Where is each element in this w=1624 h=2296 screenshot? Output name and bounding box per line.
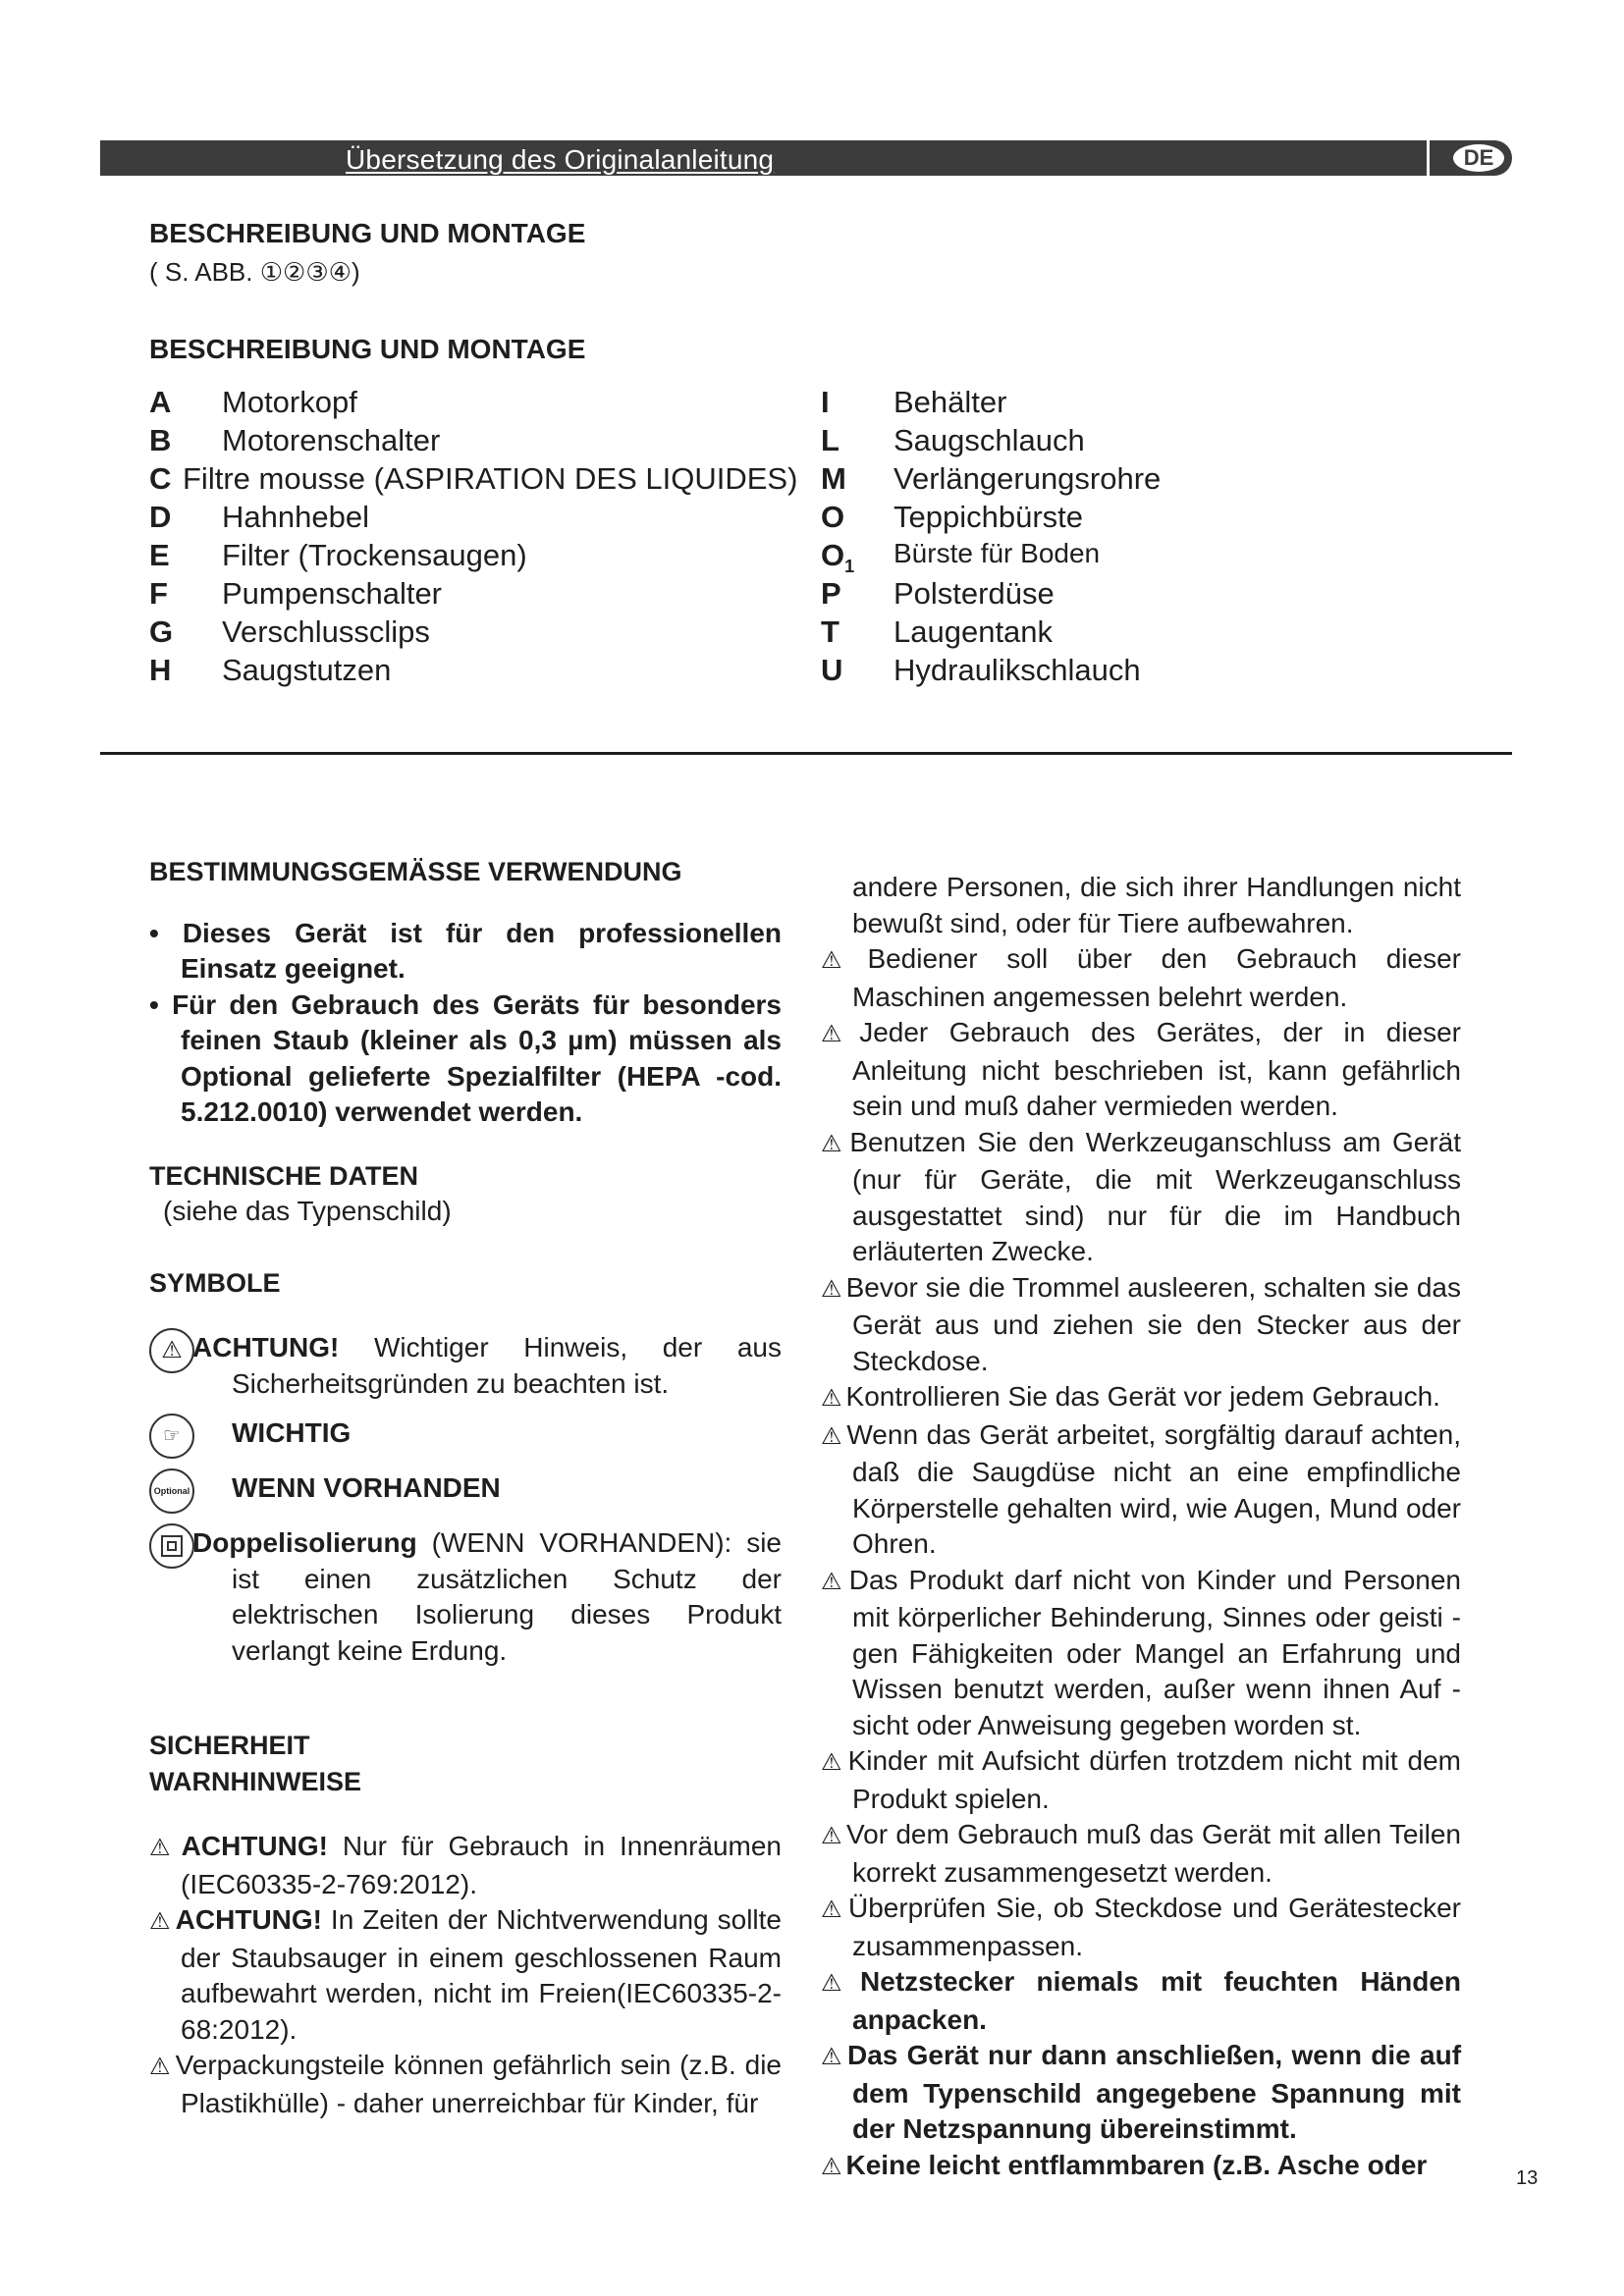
warning-item: ⚠ Jeder Gebrauch des Gerätes, der in dieser Anleitung nicht beschrieben ist, kann gefährlich sein und muß daher vermieden werden. xyxy=(821,1017,1462,1121)
warning-item: ⚠ Das Gerät nur dann anschließen, wenn die auf dem Typenschild angegebene Spannung mit der Netzspannung übereinstimmt. xyxy=(821,2040,1462,2144)
section-subtitle-figures: ( S. ABB. ①②③④) xyxy=(149,257,360,287)
pointing-hand-icon: ☞ xyxy=(149,1414,194,1459)
warning-icon: ⚠ xyxy=(821,1130,846,1157)
warning-item: ⚠ Bediener soll über den Gebrauch dieser Maschinen angemessen belehrt werden. xyxy=(821,943,1461,1012)
part-item: $O_1$ Bürste für Boden xyxy=(821,538,1101,577)
part-item: T Laugentank xyxy=(821,614,1054,649)
warning-item: ⚠ Netzstecker niemals mit feuchten Händen anpacken. xyxy=(821,1966,1461,2035)
warning-icon: ⚠ xyxy=(821,1275,842,1303)
part-item: P Polsterdüse xyxy=(821,576,1055,611)
symbol-important: ☞ WICHTIG xyxy=(149,1415,782,1453)
part-item: H Saugstutzen xyxy=(149,653,392,687)
symbols-title: SYMBOLE xyxy=(149,1267,281,1298)
warnings-title: WARNHINWEISE xyxy=(149,1766,361,1796)
warning-item: ⚠ Kinder mit Aufsicht dürfen trotzdem nicht mit dem Produkt spielen. xyxy=(821,1745,1461,1814)
symbol-double-insulation: Doppelisolierung (WENN VORHANDEN): sie ist einen zusätzlichen Schutz der elektrischen Isolierung dieses Produkt verlangt keine Erdung. xyxy=(149,1525,782,1669)
warning-item: ⚠ Das Produkt darf nicht von Kinder und Personen mit körperlicher Behinderung, Sinnes oder geisti - gen Fähigkeiten oder Mangel an Erfahrung und Wissen benutzt werden, außer wenn ihnen Auf - sicht oder Anweisung gegeben worden st. xyxy=(821,1564,1462,1740)
warning-item: ⚠ ACHTUNG! In Zeiten der Nichtverwendung sollte der Staubsauger in einem geschlossenen Raum aufbewahrt werden, nicht im Freien(IEC60335-2-68:2012). xyxy=(149,1904,782,2045)
left-column xyxy=(149,854,782,2121)
warning-item: ⚠ Vor dem Gebrauch muß das Gerät mit allen Teilen korrekt zusammengesetzt werden. xyxy=(821,1819,1461,1888)
symbol-warning: ⚠ ACHTUNG! Wichtiger Hinweis, der aus Sicherheitsgründen zu beachten ist. xyxy=(149,1330,782,1402)
warning-icon: ⚠ xyxy=(821,947,864,974)
part-item: O Teppichbürste xyxy=(821,500,1084,534)
warning-icon: ⚠ xyxy=(821,2153,842,2180)
part-item: C Filtre mousse (ASPIRATION DES LIQUIDES) xyxy=(149,461,798,496)
tech-text: (siehe das Typenschild) xyxy=(163,1196,452,1226)
warning-icon: ⚠ xyxy=(821,1385,842,1412)
usage-title: BESTIMMUNGSGEMÄSSE VERWENDUNG xyxy=(149,857,682,886)
header-title: Übersetzung des Originalanleitung xyxy=(346,144,775,175)
part-item: B Motorenschalter xyxy=(149,423,441,457)
section-title-parts: BESCHREIBUNG UND MONTAGE xyxy=(149,334,586,364)
part-item: U Hydraulikschlauch xyxy=(821,653,1141,687)
double-insulation-icon xyxy=(149,1523,194,1569)
warning-item: ⚠ ACHTUNG! Nur für Gebrauch in Innenräumen (IEC60335-2-769:2012). xyxy=(149,1831,783,1899)
section-title-description: BESCHREIBUNG UND MONTAGE xyxy=(149,218,586,248)
tech-title: TECHNISCHE DATEN xyxy=(149,1160,419,1191)
warning-continuation: andere Personen, die sich ihrer Handlungen nicht bewußt sind, oder für Tiere aufbewahren. xyxy=(852,872,1461,938)
part-item: E Filter (Trockensaugen) xyxy=(149,538,527,572)
right-column xyxy=(821,870,1461,2185)
warning-icon: ⚠ xyxy=(821,1568,845,1595)
parts-list-right xyxy=(821,385,1371,691)
part-item: A Motorkopf xyxy=(149,385,357,419)
header-bar xyxy=(100,140,1427,176)
page-number: 13 xyxy=(1516,2167,1539,2189)
part-item: M Verlängerungsrohre xyxy=(821,461,1162,496)
part-item: G Verschlussclips xyxy=(149,614,430,649)
part-item: I Behälter xyxy=(821,385,1007,419)
warning-item: ⚠ Überprüfen Sie, ob Steckdose und Gerätestecker zusammenpassen. xyxy=(821,1893,1461,1961)
language-badge-label: DE xyxy=(1453,144,1504,172)
warning-item: ⚠ Benutzen Sie den Werkzeuganschluss am Gerät (nur für Geräte, die mit Werkzeuganschluss ausgestattet sind) nur für die im Handbuch erläuterten Zwecke. xyxy=(821,1126,1461,1266)
symbol-optional: Optional WENN VORHANDEN xyxy=(149,1470,782,1508)
warning-icon: ⚠ xyxy=(149,1908,172,1935)
warning-icon: ⚠ xyxy=(821,1749,844,1776)
warning-item: ⚠ Bevor sie die Trommel ausleeren, schalten sie das Gerät aus und ziehen sie den Stecker aus der Steckdose. xyxy=(821,1271,1462,1376)
warning-item: ⚠ Keine leicht entflammbaren (z.B. Asche oder xyxy=(821,2149,1428,2180)
optional-icon: Optional xyxy=(149,1468,194,1514)
part-item: L Saugschlauch xyxy=(821,423,1085,457)
warning-icon: ⚠ xyxy=(821,2044,844,2070)
safety-title: SICHERHEIT xyxy=(149,1731,310,1760)
warning-item: ⚠ Verpackungsteile können gefährlich sein (z.B. die Plastikhülle) - daher unerreichbar für Kinder, für xyxy=(149,2050,783,2118)
warning-icon: ⚠ xyxy=(821,1896,844,1923)
warning-icon: ⚠ xyxy=(821,1823,843,1849)
warning-triangle-icon: ⚠ xyxy=(149,1328,194,1373)
warning-item: ⚠ Wenn das Gerät arbeitet, sorgfältig darauf achten, daß die Saugdüse nicht an eine empfindliche Körperstelle gehalten wird, wie Augen, Mund oder Ohren. xyxy=(821,1418,1462,1559)
usage-bullet-1: • Dieses Gerät ist für den professionellen Einsatz geeignet. xyxy=(149,917,783,984)
part-item: D Hahnhebel xyxy=(149,500,369,534)
warning-icon: ⚠ xyxy=(821,1021,856,1047)
warning-item: ⚠ Kontrollieren Sie das Gerät vor jedem Gebrauch. xyxy=(821,1381,1440,1412)
language-badge xyxy=(1430,140,1512,176)
parts-list-left xyxy=(149,385,817,691)
warning-icon: ⚠ xyxy=(149,2054,172,2080)
warning-icon: ⚠ xyxy=(821,1970,857,1997)
section-divider xyxy=(100,752,1512,755)
warning-icon: ⚠ xyxy=(149,1835,178,1861)
usage-bullet-2: • Für den Gebrauch des Geräts für besonders feinen Staub (kleiner als 0,3 µm) müssen als Optional gelieferte Spezialfilter (HEPA -cod. 5.212.0010) verwendet werden. xyxy=(149,988,782,1127)
warning-icon: ⚠ xyxy=(821,1422,843,1450)
part-item: F Pumpenschalter xyxy=(149,576,443,611)
